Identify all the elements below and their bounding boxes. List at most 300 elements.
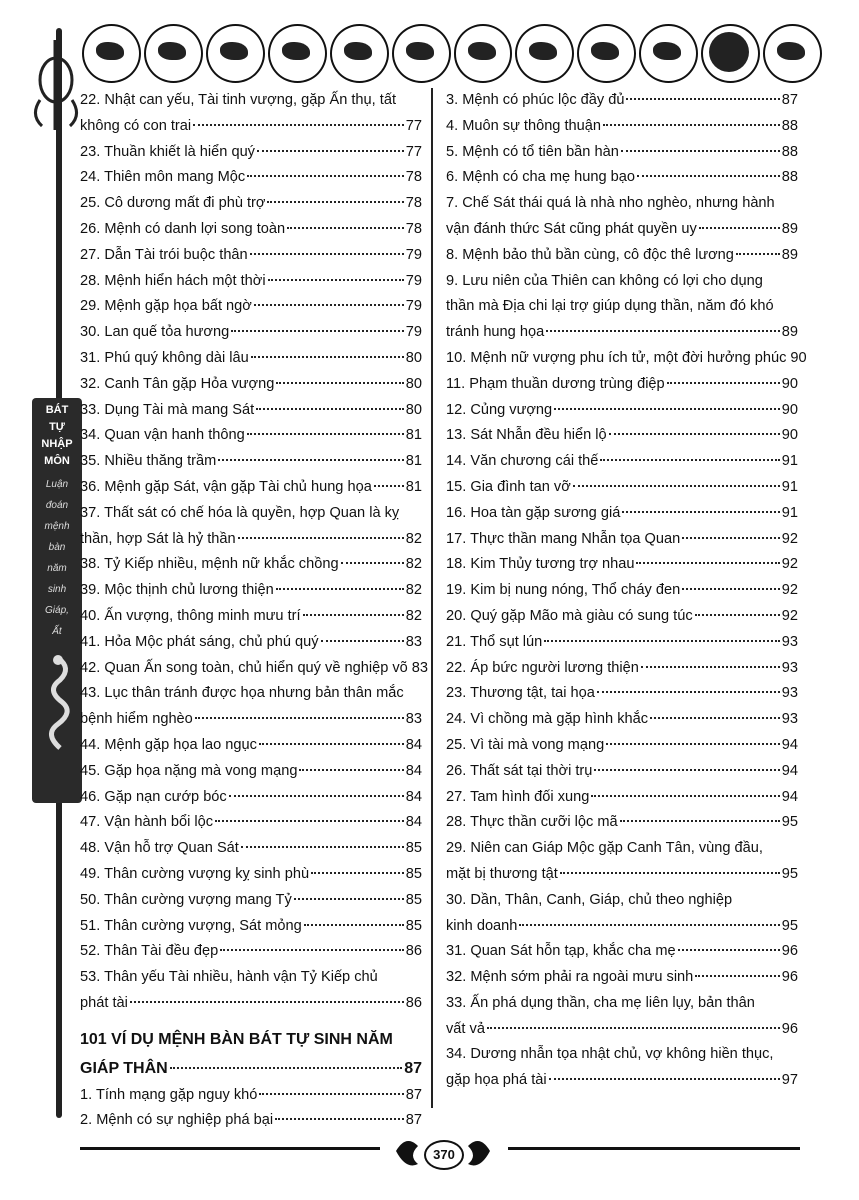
toc-page-number: 87 bbox=[405, 1086, 422, 1103]
toc-page-number: 92 bbox=[781, 530, 798, 547]
footer-rule-right bbox=[508, 1147, 800, 1150]
leader-dots bbox=[487, 1027, 780, 1029]
toc-entry-title: thần, hợp Sát là hỷ thần bbox=[80, 530, 236, 547]
toc-entry bbox=[80, 991, 422, 1017]
leader-dots bbox=[606, 743, 780, 745]
toc-entry bbox=[80, 527, 422, 553]
toc-entry bbox=[80, 939, 422, 965]
leader-dots bbox=[215, 820, 404, 822]
sidebar-tab bbox=[32, 398, 82, 803]
toc-entry bbox=[446, 243, 798, 269]
toc-entry-title: gặp họa phá tài bbox=[446, 1072, 547, 1089]
zodiac-header bbox=[82, 24, 822, 84]
toc-page-number: 85 bbox=[405, 917, 422, 934]
dragon-icon bbox=[330, 24, 389, 83]
toc-entry-title: 24. Thiên môn mang Mộc bbox=[80, 169, 246, 186]
toc-entry bbox=[80, 759, 422, 785]
sidebar-subtitle bbox=[44, 474, 69, 642]
toc-page-number: 93 bbox=[781, 685, 798, 702]
toc-entry-title: 21. Thổ sụt lún bbox=[446, 633, 543, 650]
leader-dots bbox=[257, 150, 404, 152]
sidebar-subtitle-word: Giáp, bbox=[45, 605, 69, 616]
toc-entry-line: 101 VÍ DỤ MỆNH BÀN BÁT TỰ SINH NĂM bbox=[80, 1030, 393, 1048]
toc-page-number: 79 bbox=[405, 246, 422, 263]
toc-entry-title: 45. Gặp họa nặng mà vong mạng bbox=[80, 762, 298, 779]
toc-entry-multiline bbox=[446, 191, 798, 243]
leader-dots bbox=[268, 279, 404, 281]
ornament-icon bbox=[30, 40, 82, 130]
toc-entry-line: 43. Lục thân tránh được họa nhưng bản thân mắc bbox=[80, 685, 404, 702]
toc-entry-multiline bbox=[80, 681, 422, 733]
toc-entry-title: 1. Tính mạng gặp nguy khó bbox=[80, 1086, 258, 1103]
toc-entry-multiline bbox=[446, 888, 798, 940]
sidebar-subtitle-word: bàn bbox=[48, 542, 66, 553]
toc-page-number: 80 bbox=[405, 375, 422, 392]
leader-dots bbox=[600, 459, 779, 461]
toc-page-number: 94 bbox=[781, 736, 798, 753]
toc-entry-title: 11. Phạm thuần dương trùng điệp bbox=[446, 375, 665, 392]
toc-entry bbox=[446, 165, 798, 191]
toc-entry bbox=[446, 1017, 798, 1043]
toc-entry-title: 20. Quý gặp Mão mà giàu có sung túc bbox=[446, 607, 693, 624]
page-number: 370 bbox=[424, 1140, 464, 1170]
toc-page-number: 95 bbox=[781, 814, 798, 831]
toc-entry bbox=[446, 114, 798, 140]
sidebar-subtitle-word: năm bbox=[47, 563, 67, 574]
toc-page-number: 88 bbox=[781, 143, 798, 160]
toc-entry bbox=[80, 888, 422, 914]
leader-dots bbox=[304, 924, 404, 926]
toc-entry bbox=[80, 914, 422, 940]
toc-entry-title: 5. Mệnh có tổ tiên bần hàn bbox=[446, 143, 619, 160]
toc-entry bbox=[80, 1054, 422, 1083]
toc-entry-line: 53. Thân yếu Tài nhiều, hành vận Tỷ Kiếp chủ bbox=[80, 969, 378, 986]
leader-dots bbox=[603, 124, 780, 126]
toc-entry bbox=[446, 552, 798, 578]
toc-page-number: 85 bbox=[405, 891, 422, 908]
toc-entry-title: 3. Mệnh có phúc lộc đầy đủ bbox=[446, 92, 625, 108]
sidebar-subtitle-word: Ất bbox=[52, 626, 62, 637]
toc-entry bbox=[80, 707, 422, 733]
leader-dots bbox=[341, 562, 404, 564]
toc-entry-title: bệnh hiểm nghèo bbox=[80, 711, 193, 728]
toc-page-number: 78 bbox=[405, 169, 422, 186]
toc-entry bbox=[446, 810, 798, 836]
toc-entry bbox=[446, 604, 798, 630]
leader-dots bbox=[220, 949, 404, 951]
toc-entry-title: 19. Kim bị nung nóng, Thổ cháy đen bbox=[446, 582, 681, 599]
toc-page-number: 84 bbox=[405, 814, 422, 831]
toc-page-number: 83 bbox=[411, 659, 429, 676]
leader-dots bbox=[682, 588, 780, 590]
toc-entry-title: không có con trai bbox=[80, 117, 192, 134]
toc-page-number: 87 bbox=[405, 1112, 422, 1129]
toc-entry-title: 13. Sát Nhẫn đều hiển lộ bbox=[446, 427, 607, 444]
toc-entry-title: 8. Mệnh bảo thủ bần cùng, cô độc thê lương bbox=[446, 246, 734, 263]
tiger-icon bbox=[206, 24, 265, 83]
leader-dots bbox=[229, 795, 404, 797]
toc-page-number: 84 bbox=[405, 788, 422, 805]
leader-dots bbox=[573, 485, 780, 487]
toc-entry bbox=[80, 191, 422, 217]
toc-page-number: 89 bbox=[781, 324, 798, 341]
toc-entry-line: 9. Lưu niên của Thiên can không có lợi cho dụng bbox=[446, 272, 763, 289]
leader-dots bbox=[259, 743, 404, 745]
dragon-icon bbox=[38, 654, 76, 754]
sidebar-subtitle-word: Luận bbox=[45, 479, 69, 490]
leader-dots bbox=[321, 640, 404, 642]
toc-entry bbox=[446, 939, 798, 965]
toc-page-number: 81 bbox=[405, 453, 422, 470]
toc-entry-title: 50. Thân cường vượng mang Tỷ bbox=[80, 891, 292, 908]
toc-page-number: 89 bbox=[781, 220, 798, 237]
toc-page-number: 90 bbox=[781, 427, 798, 444]
leader-dots bbox=[695, 975, 779, 977]
horse-icon bbox=[454, 24, 513, 83]
pig-icon bbox=[763, 24, 822, 83]
toc-entry-line: thần mà Địa chi lại trợ giúp dụng thần, năm đó khó bbox=[446, 298, 774, 315]
toc-page-number: 93 bbox=[781, 659, 798, 676]
toc-entry bbox=[80, 810, 422, 836]
dog-icon bbox=[701, 24, 760, 83]
toc-entry-line: 37. Thất sát có chế hóa là quyền, hợp Quan là kỵ bbox=[80, 504, 400, 521]
leader-dots bbox=[299, 769, 403, 771]
leader-dots bbox=[254, 304, 404, 306]
toc-entry bbox=[446, 630, 798, 656]
toc-page-number: 88 bbox=[781, 117, 798, 134]
sidebar-subtitle-word: sinh bbox=[47, 584, 67, 595]
toc-entry bbox=[446, 656, 798, 682]
toc-page-number: 82 bbox=[405, 607, 422, 624]
leader-dots bbox=[546, 330, 780, 332]
toc-entry-title: 27. Dẫn Tài trói buộc thân bbox=[80, 246, 248, 263]
leader-dots bbox=[620, 820, 780, 822]
leader-dots bbox=[241, 846, 404, 848]
toc-entry-line: 34. Dương nhẫn tọa nhật chủ, vợ không hiền thục, bbox=[446, 1046, 774, 1063]
leader-dots bbox=[231, 330, 404, 332]
toc-entry-title: 12. Củng vượng bbox=[446, 401, 553, 418]
toc-entry-title: 4. Muôn sự thông thuận bbox=[446, 117, 602, 134]
toc-page-number: 79 bbox=[405, 272, 422, 289]
toc-page-number: 87 bbox=[404, 1059, 422, 1077]
leader-dots bbox=[554, 408, 780, 410]
toc-page-number: 85 bbox=[405, 840, 422, 857]
toc-entry-line: 33. Ấn phá dụng thần, cha mẹ liên lụy, bản thân bbox=[446, 994, 755, 1011]
toc-entry-title: 32. Canh Tân gặp Hỏa vượng bbox=[80, 375, 275, 392]
toc-entry-title: 33. Dụng Tài mà mang Sát bbox=[80, 401, 255, 418]
toc-page-number: 91 bbox=[781, 478, 798, 495]
toc-entry-multiline bbox=[446, 991, 798, 1043]
leader-dots bbox=[597, 691, 780, 693]
toc-page-number: 88 bbox=[781, 169, 798, 186]
toc-entry bbox=[80, 604, 422, 630]
toc-entry bbox=[446, 449, 798, 475]
toc-entry bbox=[446, 372, 798, 398]
toc-page-number: 86 bbox=[405, 994, 422, 1011]
leader-dots bbox=[130, 1001, 404, 1003]
toc-entry-title: vận đánh thức Sát cũng phát quyền uy bbox=[446, 220, 697, 237]
leader-dots bbox=[678, 949, 780, 951]
leader-dots bbox=[303, 614, 404, 616]
leader-dots bbox=[193, 124, 404, 126]
toc-entry bbox=[80, 114, 422, 140]
toc-entry-multiline bbox=[80, 965, 422, 1017]
leader-dots bbox=[667, 382, 780, 384]
leader-dots bbox=[259, 1093, 403, 1095]
toc-entry-title: 38. Tỷ Kiếp nhiều, mệnh nữ khắc chồng bbox=[80, 556, 339, 573]
toc-entry-title: kinh doanh bbox=[446, 917, 518, 934]
toc-entry bbox=[80, 269, 422, 295]
toc-entry-multiline bbox=[446, 836, 798, 888]
toc-entry-title: 46. Gặp nạn cướp bóc bbox=[80, 788, 227, 805]
toc-page-number: 79 bbox=[405, 298, 422, 315]
sidebar-subtitle-word: đoán bbox=[45, 500, 69, 511]
toc-page-number: 93 bbox=[781, 711, 798, 728]
leader-dots bbox=[594, 769, 779, 771]
toc-entry-title: GIÁP THÂN bbox=[80, 1059, 168, 1077]
toc-entry bbox=[80, 294, 422, 320]
leader-dots bbox=[682, 537, 780, 539]
leader-dots bbox=[374, 485, 404, 487]
toc-entry-title: 25. Vì tài mà vong mạng bbox=[446, 736, 605, 753]
toc-entry bbox=[80, 836, 422, 862]
toc-page-number: 93 bbox=[781, 633, 798, 650]
leader-dots bbox=[251, 356, 404, 358]
leader-dots bbox=[636, 562, 779, 564]
toc-entry-title: 39. Mộc thịnh chủ lương thiện bbox=[80, 582, 274, 599]
toc-entry-title: 47. Vận hành bổi lộc bbox=[80, 814, 214, 831]
leader-dots bbox=[218, 459, 403, 461]
toc-page-number: 82 bbox=[405, 530, 422, 547]
toc-entry-title: tránh hung họa bbox=[446, 324, 545, 341]
toc-entry bbox=[446, 914, 798, 940]
toc-page-number: 81 bbox=[405, 427, 422, 444]
toc-entry bbox=[446, 965, 798, 991]
toc-entry bbox=[80, 862, 422, 888]
leader-dots bbox=[311, 872, 404, 874]
toc-page-number: 94 bbox=[781, 762, 798, 779]
toc-page-number: 84 bbox=[405, 762, 422, 779]
toc-entry-title: 49. Thân cường vượng kỵ sinh phù bbox=[80, 865, 310, 882]
toc-entry bbox=[446, 707, 798, 733]
toc-entry bbox=[80, 630, 422, 656]
leader-dots bbox=[641, 666, 780, 668]
toc-entry-title: 51. Thân cường vượng, Sát mỏng bbox=[80, 917, 302, 934]
toc-page-number: 80 bbox=[405, 349, 422, 366]
toc-page-number: 92 bbox=[781, 607, 798, 624]
toc-entry-title: 36. Mệnh gặp Sát, vận gặp Tài chủ hung họa bbox=[80, 478, 372, 495]
toc-entry bbox=[80, 475, 422, 501]
toc-page-number: 95 bbox=[781, 865, 798, 882]
toc-entry-title: 15. Gia đình tan vỡ bbox=[446, 478, 571, 495]
toc-entry-title: 32. Mệnh sớm phải ra ngoài mưu sinh bbox=[446, 969, 694, 986]
toc-page-number: 95 bbox=[781, 917, 798, 934]
rooster-icon bbox=[639, 24, 698, 83]
toc-entry-multiline bbox=[80, 501, 422, 553]
toc-entry-title: 41. Hỏa Mộc phát sáng, chủ phú quý bbox=[80, 633, 319, 650]
toc-page-number: 90 bbox=[781, 401, 798, 418]
toc-entry-title: 30. Lan quế tỏa hương bbox=[80, 324, 230, 341]
toc-page-number: 96 bbox=[781, 943, 798, 960]
toc-page-number: 91 bbox=[781, 453, 798, 470]
leader-dots bbox=[626, 98, 779, 100]
toc-entry-title: 31. Phú quý không dài lâu bbox=[80, 349, 249, 366]
toc-entry bbox=[80, 423, 422, 449]
toc-entry-line: 29. Niên can Giáp Mộc gặp Canh Tân, vùng đầu, bbox=[446, 840, 763, 857]
toc-entry bbox=[446, 785, 798, 811]
toc-entry-title: 29. Mệnh gặp họa bất ngờ bbox=[80, 298, 252, 315]
toc-page-number: 92 bbox=[781, 582, 798, 599]
toc-entry bbox=[446, 501, 798, 527]
toc-entry bbox=[80, 140, 422, 166]
toc-page-number: 82 bbox=[405, 556, 422, 573]
sidebar-title-word: BÁT bbox=[45, 404, 69, 416]
leader-dots bbox=[276, 588, 404, 590]
toc-entry bbox=[446, 423, 798, 449]
toc-entry-multiline bbox=[80, 88, 422, 140]
toc-page-number: 86 bbox=[405, 943, 422, 960]
sidebar-subtitle-word: mệnh bbox=[44, 521, 70, 532]
toc-entry-title: 17. Thực thần mang Nhẫn tọa Quan bbox=[446, 530, 681, 547]
leader-dots bbox=[247, 175, 404, 177]
toc-entry bbox=[446, 759, 798, 785]
section-heading bbox=[80, 1025, 422, 1083]
snake-icon bbox=[392, 24, 451, 83]
toc-entry bbox=[80, 552, 422, 578]
toc-page-number: 87 bbox=[781, 92, 798, 108]
leader-dots bbox=[622, 511, 779, 513]
toc-page-number: 79 bbox=[405, 324, 422, 341]
toc-entry-title: 22. Áp bức người lương thiện bbox=[446, 659, 639, 676]
sidebar-title-word: NHẬP bbox=[41, 438, 73, 450]
sidebar-title bbox=[41, 402, 72, 470]
toc-page-number: 94 bbox=[781, 788, 798, 805]
toc-entry bbox=[80, 346, 422, 372]
toc-entry bbox=[446, 681, 798, 707]
goat-icon bbox=[515, 24, 574, 83]
toc-entry bbox=[446, 578, 798, 604]
toc-column-left bbox=[80, 88, 429, 1134]
toc-entry bbox=[80, 372, 422, 398]
toc-entry-title: vất vả bbox=[446, 1020, 485, 1037]
column-divider bbox=[431, 88, 433, 1108]
toc-entry-title: 23. Thuần khiết là hiển quý bbox=[80, 143, 255, 160]
toc-entry bbox=[446, 346, 807, 372]
toc-entry bbox=[80, 1083, 422, 1109]
cat-icon bbox=[268, 24, 327, 83]
leader-dots bbox=[256, 408, 404, 410]
leader-dots bbox=[560, 872, 780, 874]
toc-entry-title: 31. Quan Sát hỗn tạp, khắc cha mẹ bbox=[446, 943, 676, 960]
toc-entry-multiline bbox=[446, 1042, 798, 1094]
toc-entry-title: 10. Mệnh nữ vượng phu ích tử, một đời hưởng phúc bbox=[446, 349, 787, 366]
toc-entry bbox=[80, 785, 422, 811]
toc-entry-title: 14. Văn chương cái thế bbox=[446, 453, 599, 470]
toc-entry bbox=[80, 320, 422, 346]
toc-entry bbox=[446, 1068, 798, 1094]
leader-dots bbox=[275, 1118, 404, 1120]
toc-column-right bbox=[446, 88, 807, 1094]
leader-dots bbox=[591, 795, 779, 797]
toc-page-number: 96 bbox=[781, 969, 798, 986]
toc-entry bbox=[80, 733, 422, 759]
toc-entry-title: 40. Ấn vượng, thông minh mưu trí bbox=[80, 607, 301, 624]
toc-entry bbox=[80, 243, 422, 269]
ox-icon bbox=[144, 24, 203, 83]
toc-page-number: 90 bbox=[781, 375, 798, 392]
toc-entry bbox=[446, 527, 798, 553]
toc-entry-title: 23. Thương tật, tai họa bbox=[446, 685, 595, 702]
leader-dots bbox=[736, 253, 780, 255]
leader-dots bbox=[247, 433, 404, 435]
toc-entry bbox=[80, 217, 422, 243]
toc-entry bbox=[446, 88, 798, 114]
toc-page-number: 83 bbox=[405, 711, 422, 728]
toc-entry-title: 18. Kim Thủy tương trợ nhau bbox=[446, 556, 635, 573]
footer-rule-left bbox=[80, 1147, 380, 1150]
leader-dots bbox=[650, 717, 780, 719]
toc-entry-title: 28. Mệnh hiển hách một thời bbox=[80, 272, 266, 289]
toc-entry bbox=[446, 398, 798, 424]
leader-dots bbox=[699, 227, 780, 229]
toc-entry-title: 35. Nhiều thăng trầm bbox=[80, 453, 217, 470]
toc-entry-line: 7. Chế Sát thái quá là nhà nho nghèo, nhưng hành bbox=[446, 195, 775, 212]
rat-icon bbox=[82, 24, 141, 83]
toc-entry-title: 6. Mệnh có cha mẹ hung bạo bbox=[446, 169, 636, 186]
toc-page-number: 77 bbox=[405, 143, 422, 160]
toc-entry-title: 24. Vì chồng mà gặp hình khắc bbox=[446, 711, 649, 728]
toc-entry bbox=[80, 578, 422, 604]
toc-entry-title: 26. Thất sát tại thời trụ bbox=[446, 762, 593, 779]
toc-entry-title: 2. Mệnh có sự nghiệp phá bại bbox=[80, 1112, 274, 1129]
leader-dots bbox=[695, 614, 780, 616]
toc-entry bbox=[80, 398, 422, 424]
toc-entry-title: mặt bị thương tật bbox=[446, 865, 558, 882]
leader-dots bbox=[294, 898, 404, 900]
toc-page-number: 80 bbox=[405, 401, 422, 418]
toc-page-number: 96 bbox=[781, 1020, 798, 1037]
toc-entry bbox=[446, 320, 798, 346]
toc-page-number: 82 bbox=[405, 582, 422, 599]
leader-dots bbox=[267, 201, 403, 203]
toc-page-number: 97 bbox=[781, 1072, 798, 1089]
toc-page-number: 92 bbox=[781, 556, 798, 573]
toc-entry-title: 52. Thân Tài đều đẹp bbox=[80, 943, 219, 960]
toc-entry-title: 26. Mệnh có danh lợi song toàn bbox=[80, 220, 286, 237]
toc-page-number: 81 bbox=[405, 478, 422, 495]
leader-dots bbox=[519, 924, 779, 926]
toc-entry-title: 25. Cô dương mất đi phù trợ bbox=[80, 195, 266, 212]
leader-dots bbox=[276, 382, 403, 384]
leader-dots bbox=[170, 1067, 402, 1069]
toc-page-number: 78 bbox=[405, 195, 422, 212]
toc-entry-title: 34. Quan vận hanh thông bbox=[80, 427, 245, 444]
toc-page-number: 90 bbox=[790, 349, 807, 366]
toc-entry-title: 16. Hoa tàn gặp sương giá bbox=[446, 504, 621, 521]
toc-entry bbox=[446, 862, 798, 888]
leader-dots bbox=[637, 175, 780, 177]
toc-entry-title: phát tài bbox=[80, 994, 128, 1011]
toc-entry-title: 42. Quan Ấn song toàn, chủ hiển quý về nghiệp võ bbox=[80, 659, 408, 676]
leader-dots bbox=[549, 1078, 780, 1080]
toc-entry bbox=[80, 1108, 422, 1134]
toc-entry bbox=[446, 217, 798, 243]
toc-page-number: 78 bbox=[405, 220, 422, 237]
leader-dots bbox=[250, 253, 404, 255]
leader-dots bbox=[287, 227, 404, 229]
toc-entry-title: 28. Thực thần cưỡi lộc mã bbox=[446, 814, 618, 831]
toc-page-number: 77 bbox=[405, 117, 422, 134]
